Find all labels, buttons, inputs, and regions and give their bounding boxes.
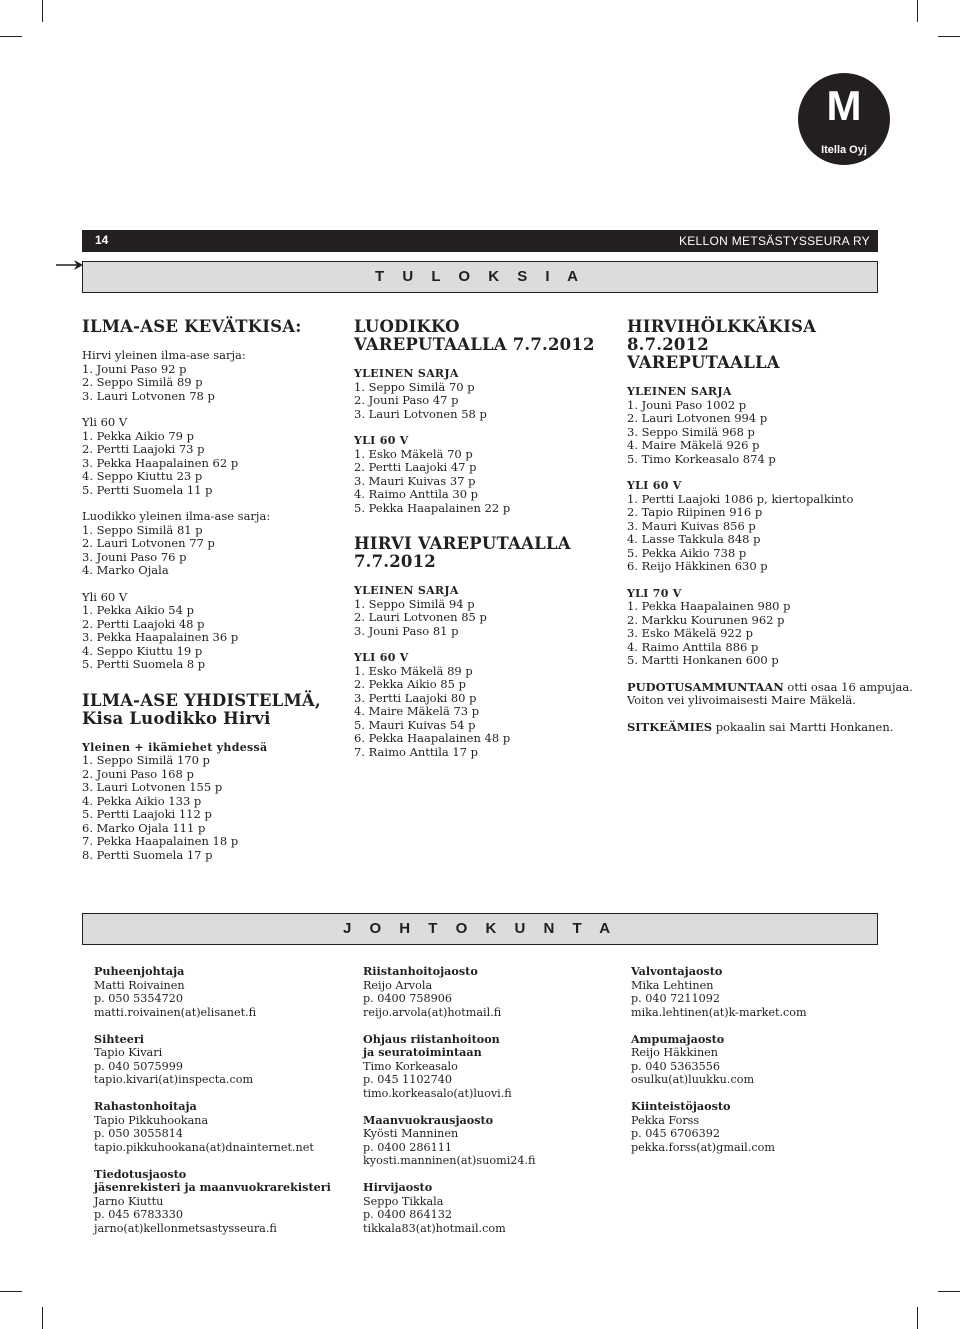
result-line: 2. Jouni Paso 47 p <box>354 393 459 407</box>
result-line: 6. Marko Ojala 111 p <box>82 820 206 835</box>
section-heading: ILMA-ASE KEVÄTKISA: <box>82 317 302 336</box>
board-role: Puheenjohtaja <box>94 964 185 978</box>
board-column-3 <box>631 965 891 1168</box>
board-member <box>94 1100 354 1154</box>
result-line: Yli 60 V <box>82 589 128 604</box>
section-heading: HIRVI VAREPUTAALLA <box>354 534 571 553</box>
board-member <box>94 1033 354 1087</box>
spacer <box>354 571 609 584</box>
result-note <box>627 719 894 735</box>
result-line: 4. Lasse Takkula 848 p <box>627 532 761 546</box>
result-line: 3. Mauri Kuivas 856 p <box>627 518 756 533</box>
result-line: 1. Pekka Haapalainen 980 p <box>627 599 791 613</box>
result-line: 4. Seppo Kiuttu 23 p <box>82 469 203 483</box>
result-line: 2. Seppo Similä 89 p <box>82 375 203 389</box>
spacer <box>627 372 887 385</box>
spacer <box>82 728 332 741</box>
result-line: 4. Seppo Kiuttu 19 p <box>82 643 203 658</box>
result-line: Luodikko yleinen ilma-ase sarja: <box>82 509 271 523</box>
board-member <box>631 965 891 1019</box>
board-member <box>363 1033 623 1101</box>
result-note <box>627 679 913 695</box>
result-line: 1. Jouni Paso 1002 p <box>627 397 747 412</box>
member-email: mika.lehtinen(at)k-market.com <box>631 1005 807 1019</box>
result-line: 5. Pekka Aikio 738 p <box>627 545 747 560</box>
result-line: 4. Maire Mäkelä 926 p <box>627 438 760 452</box>
result-line: 5. Pertti Laajoki 112 p <box>82 807 212 821</box>
member-name: Kyösti Manninen <box>363 1127 459 1140</box>
spacer <box>627 574 887 587</box>
result-line: 4. Marko Ojala <box>82 563 169 577</box>
result-line: Yli 60 V <box>82 415 128 429</box>
section-heading: VAREPUTAALLA <box>627 353 780 372</box>
result-line: 8. Pertti Suomela 17 p <box>82 847 213 862</box>
board-role: Maanvuokrausjaosto <box>363 1112 494 1127</box>
category-heading: YLI 70 V <box>627 586 682 600</box>
spacer <box>82 578 332 591</box>
member-email: matti.roivainen(at)elisanet.fi <box>94 1005 257 1019</box>
result-line: 4. Pekka Aikio 133 p <box>82 793 202 808</box>
category-heading: YLI 60 V <box>354 651 409 664</box>
result-line: 5. Mauri Kuivas 54 p <box>354 717 476 732</box>
member-name: Jarno Kiuttu <box>94 1194 164 1208</box>
results-column-1 <box>82 318 332 862</box>
result-line: 4. Maire Mäkelä 73 p <box>354 704 480 718</box>
result-line: 1. Pertti Laajoki 1086 p, kiertopalkinto <box>627 491 854 506</box>
crop-mark <box>42 0 43 22</box>
result-line: 3. Pertti Laajoki 80 p <box>354 690 477 705</box>
member-email: jarno(at)kellonmetsastysseura.fi <box>94 1221 277 1235</box>
result-line: 3. Jouni Paso 81 p <box>354 623 459 638</box>
result-line: 2. Markku Kourunen 962 p <box>627 612 785 627</box>
board-role: Hirvijaosto <box>363 1180 433 1194</box>
member-phone: p. 0400 864132 <box>363 1208 453 1221</box>
section-heading: HIRVIHÖLKKÄKISA <box>627 317 817 336</box>
crop-mark <box>917 1307 918 1329</box>
section-heading: VAREPUTAALLA 7.7.2012 <box>354 335 595 354</box>
result-line: 1. Pekka Aikio 54 p <box>82 603 194 617</box>
crop-mark <box>42 1307 43 1329</box>
result-line: 5. Pertti Suomela 11 p <box>82 482 213 497</box>
member-email: reijo.arvola(at)hotmail.fi <box>363 1005 502 1019</box>
spacer <box>354 515 609 535</box>
board-role: Sihteeri <box>94 1031 145 1046</box>
member-phone: p. 040 5075999 <box>94 1059 184 1073</box>
member-phone: p. 0400 758906 <box>363 992 453 1005</box>
result-line: Voiton vei ylivoimaisesti Maire Mäkelä. <box>627 693 856 707</box>
member-name: Mika Lehtinen <box>631 978 714 992</box>
itella-logo <box>798 73 890 165</box>
result-note-text: otti osaa 16 ampujaa. <box>783 679 913 694</box>
member-email: tapio.pikkuhookana(at)dnainternet.net <box>94 1140 314 1154</box>
board-member <box>363 1181 623 1235</box>
member-phone: p. 040 5363556 <box>631 1059 721 1073</box>
board-member <box>363 1114 623 1168</box>
result-line: 7. Raimo Anttila 17 p <box>354 744 479 759</box>
result-line: 1. Esko Mäkelä 70 p <box>354 446 473 461</box>
member-email: kyosti.manninen(at)suomi24.fi <box>363 1154 536 1167</box>
member-email: pekka.forss(at)gmail.com <box>631 1140 775 1154</box>
category-heading: YLI 60 V <box>627 479 682 492</box>
results-column-3 <box>627 317 913 734</box>
result-line: 5. Pertti Suomela 8 p <box>82 657 206 671</box>
result-line: 1. Jouni Paso 92 p <box>82 361 187 376</box>
member-name: Matti Roivainen <box>94 978 185 992</box>
result-line: 6. Pekka Haapalainen 48 p <box>354 731 511 745</box>
result-line: 1. Esko Mäkelä 89 p <box>354 663 473 678</box>
spacer <box>354 638 609 651</box>
member-phone: p. 045 6706392 <box>631 1127 721 1140</box>
result-note-label: SITKEÄMIES <box>627 719 713 734</box>
result-line: 4. Raimo Anttila 886 p <box>627 639 759 654</box>
result-line: 2. Jouni Paso 168 p <box>82 766 194 781</box>
result-line: 1. Seppo Similä 81 p <box>82 522 203 537</box>
member-name: Timo Korkeasalo <box>363 1059 458 1073</box>
board-member <box>631 1033 891 1087</box>
result-line: 2. Lauri Lotvonen 85 p <box>354 610 487 624</box>
result-line: 2. Pertti Laajoki 73 p <box>82 442 205 456</box>
member-email: osulku(at)luukku.com <box>631 1073 755 1086</box>
member-email: timo.korkeasalo(at)luovi.fi <box>363 1086 512 1100</box>
member-name: Seppo Tikkala <box>363 1194 444 1208</box>
category-heading: YLEINEN SARJA <box>354 367 459 380</box>
member-phone: p. 050 3055814 <box>94 1127 184 1140</box>
member-phone: p. 050 5354720 <box>94 992 184 1005</box>
result-line: 6. Reijo Häkkinen 630 p <box>627 559 768 573</box>
board-role: ja seuratoimintaan <box>363 1045 482 1059</box>
result-line: 3. Mauri Kuivas 37 p <box>354 473 476 488</box>
result-line: 1. Seppo Similä 170 p <box>82 753 210 767</box>
crop-mark <box>917 0 918 22</box>
member-email: tikkala83(at)hotmail.com <box>363 1221 506 1235</box>
spacer <box>354 354 609 367</box>
section-heading: 7.7.2012 <box>354 552 436 571</box>
member-name: Tapio Pikkuhookana <box>94 1113 209 1127</box>
result-line: 2. Lauri Lotvonen 77 p <box>82 536 215 550</box>
result-line: 3. Pekka Haapalainen 36 p <box>82 630 239 644</box>
category-heading: YLEINEN SARJA <box>354 584 459 597</box>
page-header-bar <box>82 230 878 252</box>
crop-mark <box>0 36 22 37</box>
result-note-text: pokaalin sai Martti Honkanen. <box>712 719 894 734</box>
board-role: Valvontajaosto <box>631 964 723 978</box>
result-line: 1. Pekka Aikio 79 p <box>82 428 194 443</box>
result-line: 5. Martti Honkanen 600 p <box>627 653 779 667</box>
board-role: Tiedotusjaosto <box>94 1166 187 1181</box>
arrow-right-icon <box>56 259 84 271</box>
result-line: 2. Pertti Laajoki 48 p <box>82 616 205 631</box>
board-role: Ampumajaosto <box>631 1031 725 1046</box>
crop-mark <box>938 1291 960 1292</box>
result-line: 3. Lauri Lotvonen 58 p <box>354 406 487 421</box>
spacer <box>354 421 609 434</box>
logo-letter: M <box>826 82 862 129</box>
result-line: Hirvi yleinen ilma-ase sarja: <box>82 348 246 362</box>
board-member <box>631 1100 891 1154</box>
spacer <box>82 672 332 692</box>
results-section-title: T U L O K S I A <box>82 261 878 293</box>
category-heading: Yleinen + ikämiehet yhdessä <box>82 740 268 754</box>
board-column-2 <box>363 965 623 1249</box>
section-heading: ILMA-ASE YHDISTELMÄ, <box>82 690 321 710</box>
board-member <box>363 965 623 1019</box>
member-phone: p. 045 1102740 <box>363 1073 453 1086</box>
result-line: 2. Pekka Aikio 85 p <box>354 677 466 691</box>
category-heading: YLI 60 V <box>354 434 409 447</box>
result-line: 4. Raimo Anttila 30 p <box>354 487 479 501</box>
result-line: 7. Pekka Haapalainen 18 p <box>82 834 239 848</box>
club-name: KELLON METSÄSTYSSEURA RY <box>678 234 870 248</box>
result-line: 1. Seppo Similä 94 p <box>354 596 475 611</box>
member-name: Tapio Kivari <box>94 1046 163 1059</box>
section-heading: 8.7.2012 <box>627 335 709 354</box>
result-note-label: PUDOTUSAMMUNTAAN <box>627 679 784 694</box>
result-line: 5. Timo Korkeasalo 874 p <box>627 451 776 466</box>
member-name: Reijo Arvola <box>363 978 433 992</box>
board-role: jäsenrekisteri ja maanvuokrarekisteri <box>94 1180 331 1194</box>
result-line: 5. Pekka Haapalainen 22 p <box>354 500 511 515</box>
board-column-1 <box>94 965 354 1249</box>
board-role: Riistanhoitojaosto <box>363 964 478 978</box>
section-heading: Kisa Luodikko Hirvi <box>82 708 271 728</box>
logo-text: Itella Oyj <box>821 144 867 156</box>
result-line: 3. Esko Mäkelä 922 p <box>627 626 754 640</box>
member-phone: p. 0400 286111 <box>363 1140 453 1154</box>
member-email: tapio.kivari(at)inspecta.com <box>94 1073 254 1086</box>
board-role: Ohjaus riistanhoitoon <box>363 1031 500 1046</box>
board-role: Kiinteistöjaosto <box>631 1099 731 1113</box>
results-column-2 <box>354 318 609 759</box>
member-name: Pekka Forss <box>631 1113 700 1127</box>
board-member <box>94 1168 354 1236</box>
result-line: 3. Seppo Similä 968 p <box>627 424 755 439</box>
result-line: 3. Pekka Haapalainen 62 p <box>82 455 239 470</box>
spacer <box>627 466 887 479</box>
member-phone: p. 040 7211092 <box>631 992 721 1005</box>
result-line: 3. Jouni Paso 76 p <box>82 549 187 564</box>
crop-mark <box>938 36 960 37</box>
result-line: 2. Tapio Riipinen 916 p <box>627 505 763 519</box>
member-name: Reijo Häkkinen <box>631 1046 718 1059</box>
result-line: 3. Lauri Lotvonen 155 p <box>82 780 223 794</box>
result-line: 2. Lauri Lotvonen 994 p <box>627 411 768 425</box>
board-role: Rahastonhoitaja <box>94 1099 197 1113</box>
result-line: 1. Seppo Similä 70 p <box>354 379 475 394</box>
section-heading: LUODIKKO <box>354 317 460 336</box>
result-line: 3. Lauri Lotvonen 78 p <box>82 388 215 403</box>
board-section-title: J O H T O K U N T A <box>82 913 878 945</box>
result-line: 2. Pertti Laajoki 47 p <box>354 460 477 474</box>
page-number: 14 <box>95 233 109 247</box>
crop-mark <box>0 1291 22 1292</box>
board-member <box>94 965 354 1019</box>
category-heading: YLEINEN SARJA <box>627 385 732 398</box>
member-phone: p. 045 6783330 <box>94 1208 184 1221</box>
